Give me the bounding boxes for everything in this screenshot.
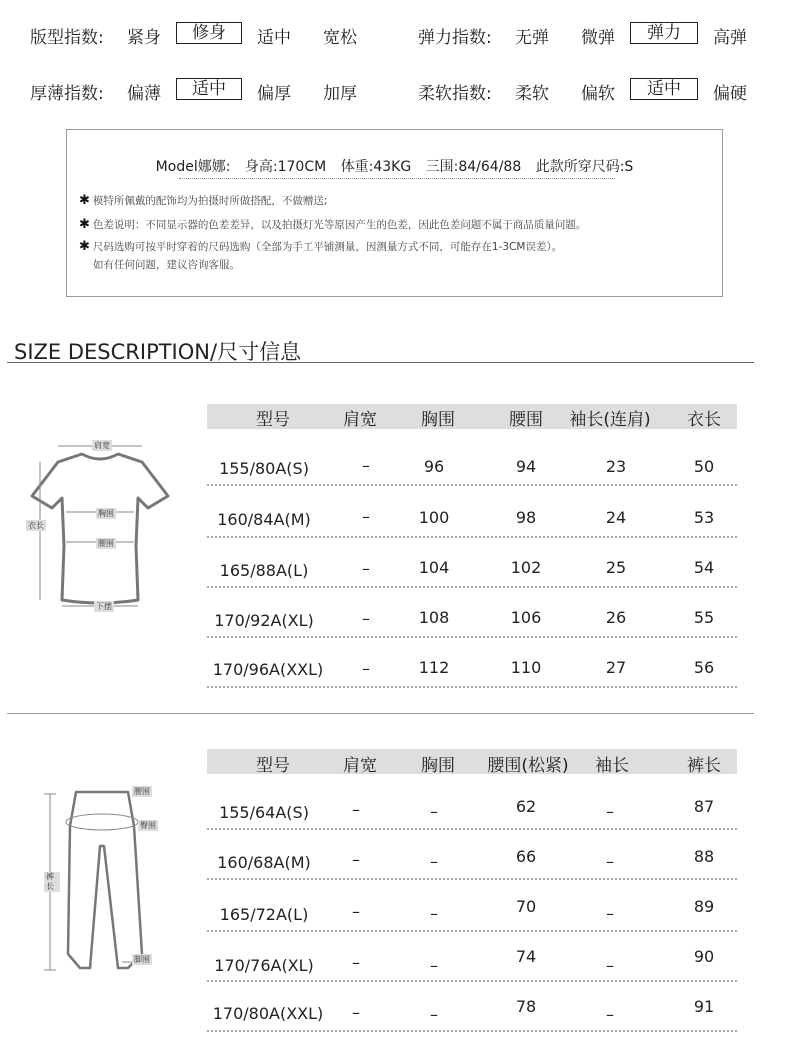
index-option: 紧身 bbox=[127, 28, 161, 48]
index-option: 偏厚 bbox=[257, 84, 291, 104]
top-cell-waist: 110 bbox=[510, 658, 542, 677]
top-cell-sleeve: 26 bbox=[605, 608, 627, 627]
top-cell-size: 170/92A(XL) bbox=[214, 611, 314, 630]
diagram-label-waist: 腰围 bbox=[98, 539, 114, 548]
index-option: 加厚 bbox=[323, 84, 357, 104]
diagram-label-hip: 臀围 bbox=[140, 821, 156, 830]
top-cell-size: 160/84A(M) bbox=[217, 510, 311, 529]
diagram-label-length: 衣长 bbox=[28, 521, 44, 530]
pants-cell-waist: 70 bbox=[515, 897, 537, 916]
index-option: 适中 bbox=[257, 28, 291, 48]
index-label: 版型指数: bbox=[30, 28, 104, 48]
index-label: 厚薄指数: bbox=[30, 84, 104, 104]
pants-cell-chest: – bbox=[430, 956, 438, 975]
pants-cell-size: 155/64A(S) bbox=[219, 803, 309, 822]
top-cell-length: 55 bbox=[693, 608, 715, 627]
index-option: 偏硬 bbox=[713, 84, 747, 104]
model-size-worn: 此款所穿尺码:S bbox=[535, 159, 634, 175]
model-measurements: 三围:84/64/88 bbox=[425, 159, 522, 175]
pants-cell-chest: – bbox=[430, 852, 438, 871]
pants-cell-shoulder: – bbox=[352, 800, 360, 819]
index-option-selected: 适中 bbox=[630, 78, 698, 100]
diagram-label-shoulder: 肩宽 bbox=[94, 441, 110, 450]
top-th-sleeve: 袖长(连肩) bbox=[569, 410, 651, 430]
row-divider bbox=[207, 878, 737, 880]
top-th-waist: 腰围 bbox=[509, 410, 543, 430]
top-cell-size: 155/80A(S) bbox=[219, 459, 309, 478]
pants-cell-size: 165/72A(L) bbox=[219, 905, 309, 924]
index-option: 柔软 bbox=[515, 84, 549, 104]
note-continuation: 如有任何问题，建议咨询客服。 bbox=[93, 259, 240, 271]
diagram-label-length: 裤长 bbox=[44, 872, 60, 892]
model-weight: 体重:43KG bbox=[340, 159, 412, 175]
top-cell-shoulder: – bbox=[362, 609, 370, 628]
section-title: SIZE DESCRIPTION/尺寸信息 bbox=[14, 340, 302, 364]
top-th-model: 型号 bbox=[256, 410, 290, 430]
pants-cell-size: 170/76A(XL) bbox=[214, 956, 314, 975]
top-cell-sleeve: 23 bbox=[605, 457, 627, 476]
pants-cell-length: 91 bbox=[693, 997, 715, 1016]
top-cell-sleeve: 24 bbox=[605, 508, 627, 527]
diagram-label-chest: 胸围 bbox=[98, 509, 114, 518]
top-cell-waist: 94 bbox=[515, 457, 537, 476]
top-cell-waist: 106 bbox=[510, 608, 542, 627]
pants-th-model: 型号 bbox=[256, 756, 290, 776]
top-cell-chest: 100 bbox=[418, 508, 450, 527]
pants-cell-chest: – bbox=[430, 802, 438, 821]
top-cell-shoulder: – bbox=[362, 507, 370, 526]
pants-cell-waist: 62 bbox=[515, 797, 537, 816]
index-option: 微弹 bbox=[581, 28, 615, 48]
top-th-shoulder: 肩宽 bbox=[343, 410, 377, 430]
index-option: 高弹 bbox=[713, 28, 747, 48]
pants-cell-shoulder: – bbox=[352, 850, 360, 869]
top-th-length: 衣长 bbox=[687, 410, 721, 430]
star-icon: ✱ bbox=[79, 239, 90, 254]
note-item: ✱ 模特所佩戴的配饰均为拍摄时所做搭配，不做赠送; bbox=[79, 193, 328, 208]
note-item: ✱ 色差说明：不同显示器的色差差异，以及拍摄灯光等原因产生的色差，因此色差问题不属于商品质量问题。 bbox=[79, 217, 587, 232]
section-separator bbox=[7, 713, 754, 714]
top-cell-shoulder: – bbox=[362, 559, 370, 578]
pants-cell-sleeve: – bbox=[606, 802, 614, 821]
index-option: 无弹 bbox=[515, 28, 549, 48]
index-option-selected: 适中 bbox=[176, 78, 242, 100]
index-option-selected: 弹力 bbox=[630, 22, 698, 44]
note-item: ✱ 尺码选购可按平时穿着的尺码选购（全部为手工平铺测量，因测量方式不同，可能存在1-3CM误差）。 bbox=[79, 239, 563, 254]
top-cell-waist: 98 bbox=[515, 508, 537, 527]
row-divider bbox=[207, 1030, 737, 1032]
pants-cell-length: 87 bbox=[693, 797, 715, 816]
row-divider bbox=[207, 484, 737, 486]
pants-cell-waist: 78 bbox=[515, 997, 537, 1016]
model-info bbox=[67, 156, 722, 176]
top-cell-chest: 112 bbox=[418, 658, 450, 677]
row-divider bbox=[207, 980, 737, 982]
top-cell-sleeve: 25 bbox=[605, 558, 627, 577]
pants-cell-shoulder: – bbox=[352, 902, 360, 921]
top-cell-size: 170/96A(XXL) bbox=[212, 660, 324, 679]
index-option: 偏软 bbox=[581, 84, 615, 104]
section-divider bbox=[7, 362, 754, 363]
pants-cell-size: 170/80A(XXL) bbox=[212, 1004, 324, 1023]
pants-cell-sleeve: – bbox=[606, 1005, 614, 1024]
top-cell-chest: 96 bbox=[423, 457, 445, 476]
row-divider bbox=[207, 586, 737, 588]
pants-cell-length: 88 bbox=[693, 847, 715, 866]
model-name: Model娜娜: bbox=[155, 159, 231, 175]
pants-th-waist: 腰围(松紧) bbox=[487, 756, 569, 776]
top-cell-shoulder: – bbox=[362, 456, 370, 475]
top-cell-length: 54 bbox=[693, 558, 715, 577]
top-th-chest: 胸围 bbox=[421, 410, 455, 430]
pants-cell-chest: – bbox=[430, 904, 438, 923]
pants-th-chest: 胸围 bbox=[421, 756, 455, 776]
row-divider bbox=[207, 636, 737, 638]
model-underline bbox=[179, 178, 615, 179]
top-cell-chest: 108 bbox=[418, 608, 450, 627]
top-cell-length: 53 bbox=[693, 508, 715, 527]
pants-cell-sleeve: – bbox=[606, 904, 614, 923]
top-cell-size: 165/88A(L) bbox=[219, 561, 309, 580]
index-option: 偏薄 bbox=[127, 84, 161, 104]
top-cell-chest: 104 bbox=[418, 558, 450, 577]
diagram-label-hem: 下摆 bbox=[96, 602, 112, 611]
top-cell-shoulder: – bbox=[362, 659, 370, 678]
pants-cell-length: 90 bbox=[693, 947, 715, 966]
model-height: 身高:170CM bbox=[244, 159, 327, 175]
pants-th-length: 裤长 bbox=[687, 756, 721, 776]
pants-cell-sleeve: – bbox=[606, 956, 614, 975]
index-label: 柔软指数: bbox=[418, 84, 492, 104]
pants-cell-shoulder: – bbox=[352, 953, 360, 972]
diagram-label-ankle: 脚围 bbox=[134, 955, 150, 964]
pants-th-shoulder: 肩宽 bbox=[343, 756, 377, 776]
star-icon: ✱ bbox=[79, 193, 90, 208]
index-label: 弹力指数: bbox=[418, 28, 492, 48]
row-divider bbox=[207, 686, 737, 688]
diagram-label-waist: 腰围 bbox=[134, 787, 150, 796]
index-option-selected: 修身 bbox=[176, 22, 242, 44]
pants-cell-size: 160/68A(M) bbox=[217, 853, 311, 872]
row-divider bbox=[207, 536, 737, 538]
star-icon: ✱ bbox=[79, 217, 90, 232]
pants-cell-chest: – bbox=[430, 1005, 438, 1024]
pants-cell-length: 89 bbox=[693, 897, 715, 916]
top-cell-waist: 102 bbox=[510, 558, 542, 577]
row-divider bbox=[207, 930, 737, 932]
top-cell-length: 56 bbox=[693, 658, 715, 677]
top-cell-length: 50 bbox=[693, 457, 715, 476]
top-cell-sleeve: 27 bbox=[605, 658, 627, 677]
pants-th-sleeve: 袖长 bbox=[595, 756, 629, 776]
row-divider bbox=[207, 828, 737, 830]
model-notes-box bbox=[66, 129, 723, 297]
index-option: 宽松 bbox=[323, 28, 357, 48]
pants-cell-waist: 66 bbox=[515, 847, 537, 866]
pants-cell-shoulder: – bbox=[352, 1003, 360, 1022]
pants-cell-sleeve: – bbox=[606, 852, 614, 871]
pants-cell-waist: 74 bbox=[515, 947, 537, 966]
